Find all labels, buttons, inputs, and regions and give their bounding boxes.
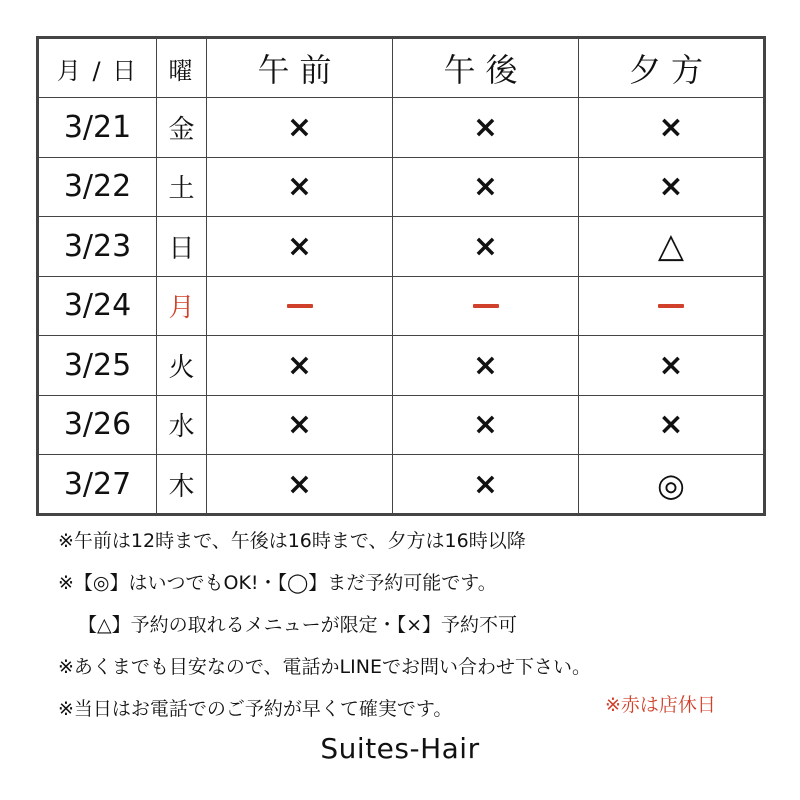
slot-cell bbox=[579, 277, 763, 337]
slot-cell: × bbox=[393, 217, 579, 277]
closed-day-note: ※赤は店休日 bbox=[605, 694, 716, 716]
closed-dash bbox=[287, 304, 313, 308]
note-same-day: ※当日はお電話でのご予約が早くて確実です。 bbox=[58, 698, 453, 720]
date-cell: 3/23 bbox=[39, 217, 157, 277]
slot-cell: × bbox=[393, 455, 579, 515]
date-cell: 3/21 bbox=[39, 98, 157, 158]
date-cell: 3/24 bbox=[39, 277, 157, 337]
note-time-ranges: ※午前は12時まで、午後は16時まで、夕方は16時以降 bbox=[58, 530, 526, 552]
notes bbox=[58, 520, 591, 730]
slot-cell: ◎ bbox=[657, 465, 685, 504]
closed-dash bbox=[473, 304, 499, 308]
slot-cell bbox=[207, 277, 393, 337]
header-morning: 午前 bbox=[207, 39, 393, 98]
schedule-table bbox=[36, 36, 766, 516]
day-of-week-cell: 木 bbox=[157, 455, 207, 515]
slot-cell: × bbox=[207, 336, 393, 396]
slot-cell: × bbox=[579, 98, 763, 158]
header-day-of-week: 曜 bbox=[157, 39, 207, 98]
brand-name: Suites-Hair bbox=[320, 732, 480, 765]
note-legend-available: ※【◎】はいつでもOK!・【◯】まだ予約可能です。 bbox=[58, 572, 497, 594]
closed-dash bbox=[658, 304, 684, 308]
date-cell: 3/25 bbox=[39, 336, 157, 396]
slot-cell: × bbox=[579, 336, 763, 396]
slot-cell: × bbox=[207, 455, 393, 515]
slot-cell: × bbox=[393, 158, 579, 218]
slot-cell bbox=[393, 277, 579, 337]
slot-cell: △ bbox=[579, 217, 763, 277]
slot-cell: × bbox=[207, 158, 393, 218]
day-of-week-cell: 日 bbox=[157, 217, 207, 277]
slot-cell: × bbox=[393, 396, 579, 456]
header-afternoon: 午後 bbox=[393, 39, 579, 98]
day-of-week-cell: 火 bbox=[157, 336, 207, 396]
slot-cell: × bbox=[207, 98, 393, 158]
slot-cell: × bbox=[393, 336, 579, 396]
header-date: 月 / 日 bbox=[39, 39, 157, 98]
date-cell: 3/27 bbox=[39, 455, 157, 515]
slot-cell: × bbox=[393, 98, 579, 158]
slot-cell: × bbox=[579, 396, 763, 456]
note-contact: ※あくまでも目安なので、電話かLINEでお問い合わせ下さい。 bbox=[58, 656, 591, 678]
slot-cell: × bbox=[579, 158, 763, 218]
note-legend-limited: 【△】予約の取れるメニューが限定・【×】予約不可 bbox=[78, 614, 518, 636]
day-of-week-cell: 月 bbox=[157, 277, 207, 337]
slot-cell: × bbox=[207, 217, 393, 277]
day-of-week-cell: 土 bbox=[157, 158, 207, 218]
header-evening: 夕方 bbox=[579, 39, 763, 98]
day-of-week-cell: 水 bbox=[157, 396, 207, 456]
date-cell: 3/26 bbox=[39, 396, 157, 456]
date-cell: 3/22 bbox=[39, 158, 157, 218]
day-of-week-cell: 金 bbox=[157, 98, 207, 158]
slot-cell: × bbox=[207, 396, 393, 456]
